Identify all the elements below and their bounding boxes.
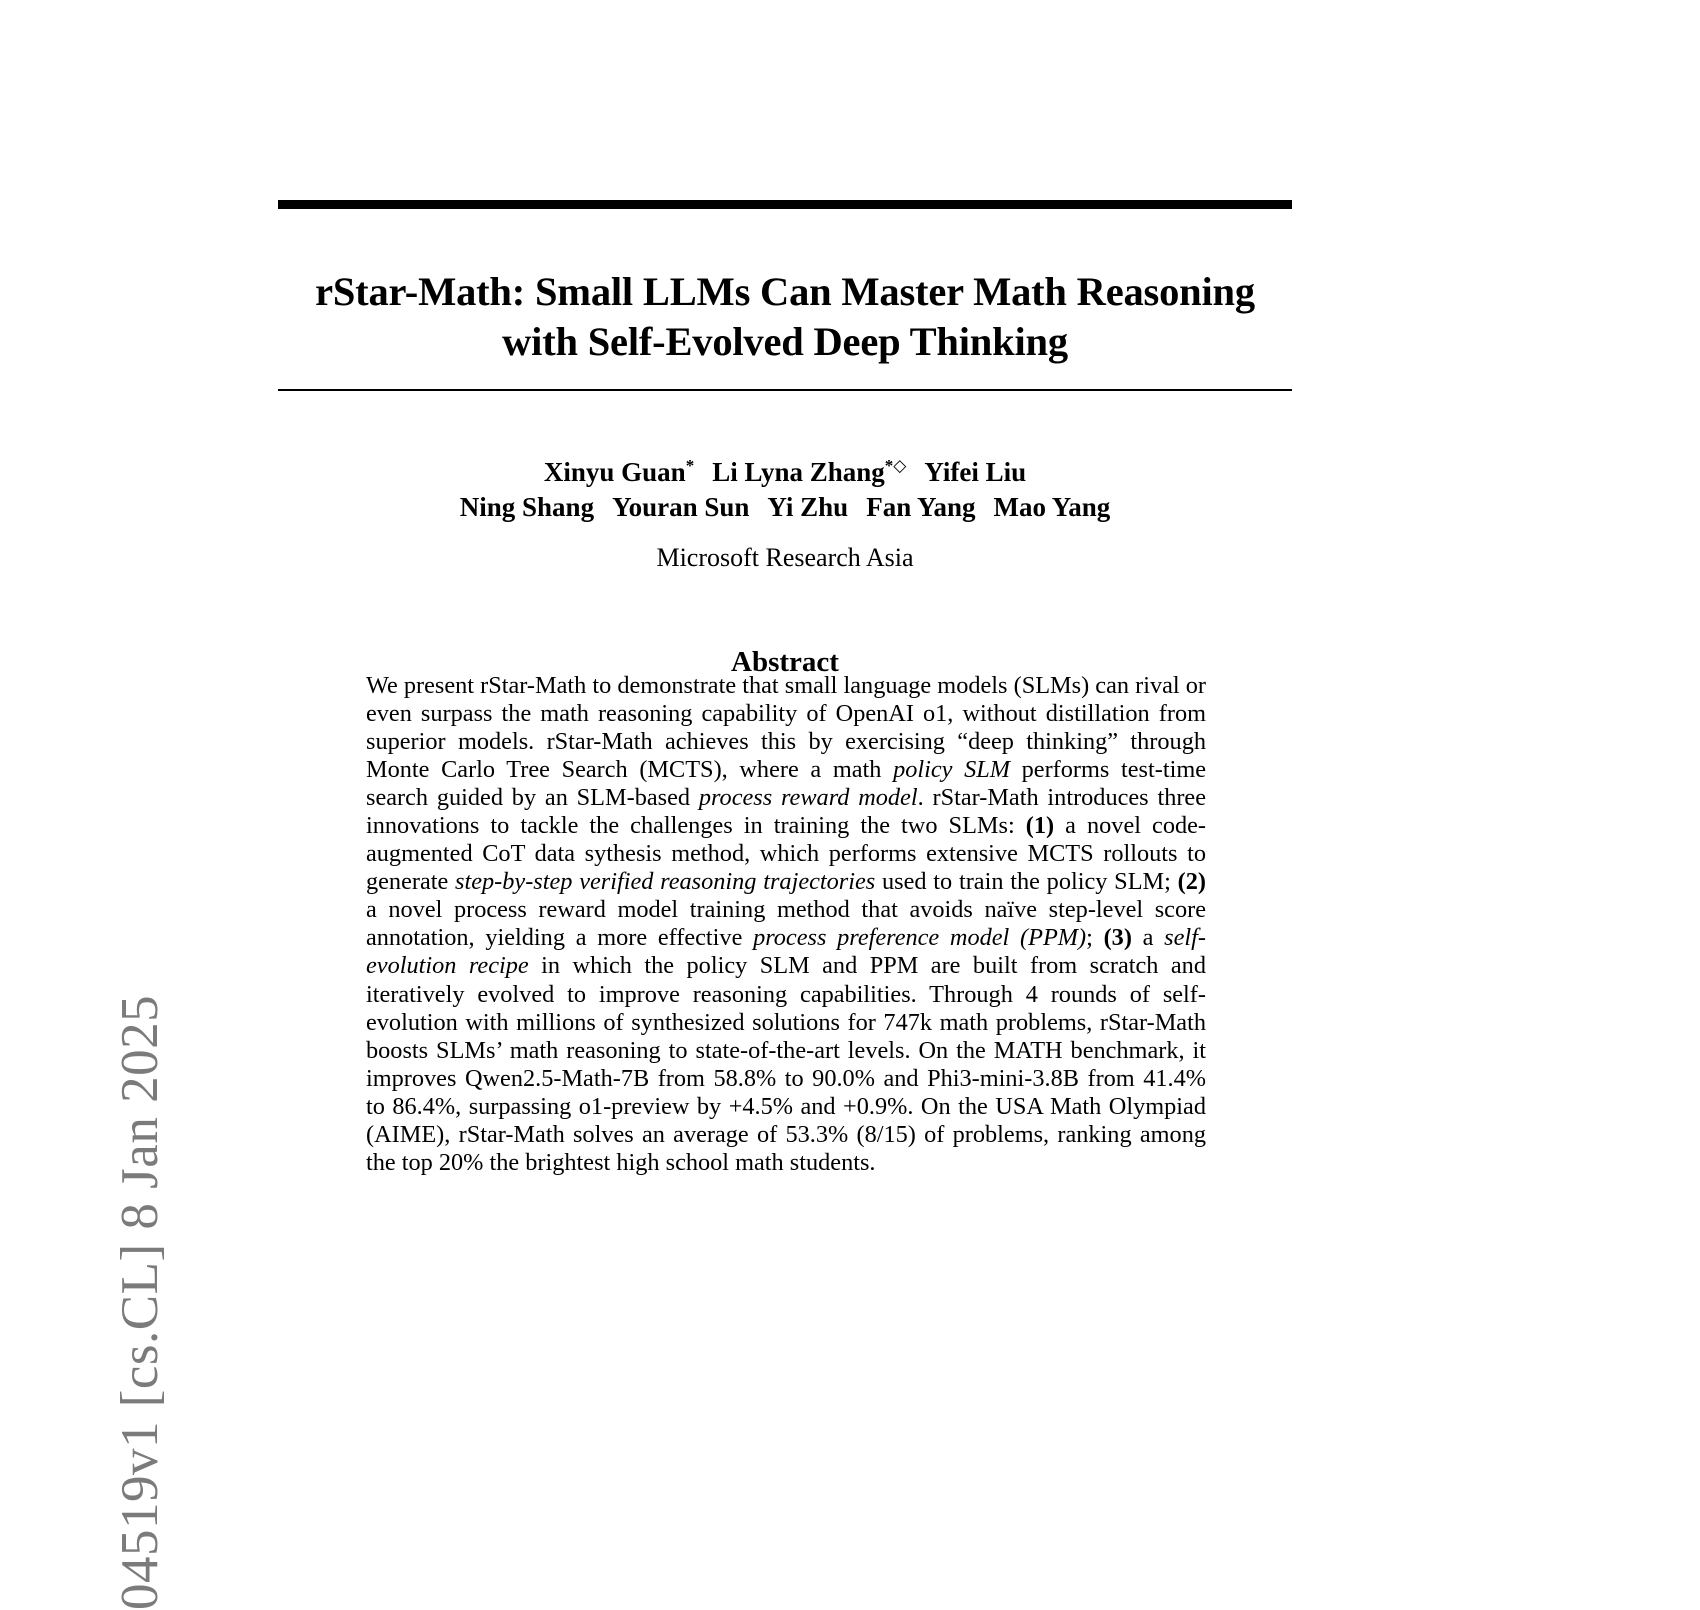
author-name: Youran Sun [612, 492, 750, 522]
author-name: Fan Yang [866, 492, 976, 522]
title-rule-bottom [278, 389, 1292, 391]
abstract-text: used to train the policy SLM; [875, 868, 1178, 896]
abstract-enumeration-marker: (1) [1025, 812, 1055, 840]
abstract-text: . rStar-Math introduces three innovations to tackle the challenges in training the two SLMs: [366, 784, 1207, 840]
page-title [278, 267, 1292, 367]
abstract-text: ; [1086, 924, 1104, 952]
author-name: Xinyu Guan* [543, 456, 695, 487]
author-name: Yifei Liu [924, 457, 1027, 487]
abstract-text: in which the policy SLM and PPM are built from scratch and iteratively evolved to improve reasoning capabilities. Through 4 rounds of self-evolution with millions of synthesized solutions for 747k math problems, rStar-Math boosts SLMs’ math reasoning to state-of-the-art levels. On the MATH benchmark, it improves Qwen2.5-Math-7B from 58.8% to 90.0% and Phi3-mini-3.8B from 41.4% to 86.4%, surpassing o1-preview by +4.5% and +0.9%. On the USA Math Olympiad (AIME), rStar-Math solves an average of 53.3% (8/15) of problems, ranking among the top 20% the brightest high school math students. [366, 952, 1206, 1176]
author-affiliation-marker: *◇ [884, 456, 907, 475]
abstract-text: a novel process reward model training method that avoids naïve step-level score annotation, yielding a more effective [366, 896, 1206, 952]
title-rule-top [278, 200, 1292, 209]
abstract-emphasis: policy SLM [893, 756, 1010, 784]
author-row-2 [278, 490, 1292, 525]
paper-page [278, 0, 1292, 1275]
author-name: Li Lyna Zhang*◇ [712, 456, 907, 487]
arxiv-stamp [0, 0, 169, 1610]
author-name: Ning Shang [459, 492, 595, 522]
author-row-1 [278, 455, 1292, 490]
abstract-text: performs test-time search guided by an SLM-based [366, 756, 1207, 812]
author-list [278, 455, 1292, 525]
abstract-text: We present rStar-Math to demonstrate that small language models (SLMs) can rival or even surpass the math reasoning capability of OpenAI o1, without distillation from superior models. rStar-Math achieves this by exercising “deep thinking” through Monte Carlo Tree Search (MCTS), where a math [366, 672, 1206, 784]
author-name: Mao Yang [993, 492, 1111, 522]
abstract-emphasis: process preference model (PPM) [753, 924, 1087, 952]
abstract-heading: Abstract [731, 646, 839, 679]
abstract-enumeration-marker: (2) [1177, 868, 1206, 896]
abstract-emphasis: self-evolution recipe [366, 924, 1206, 980]
author-name: Yi Zhu [767, 492, 849, 522]
abstract-emphasis: step-by-step verified reasoning trajectories [455, 868, 876, 896]
abstract-enumeration-marker: (3) [1103, 924, 1132, 952]
abstract-emphasis: process reward model [698, 784, 918, 812]
author-affiliation-marker: * [685, 456, 695, 475]
affiliation: Microsoft Research Asia [656, 543, 914, 572]
title-line-2: with Self-Evolved Deep Thinking [502, 319, 1068, 365]
abstract-body [366, 672, 1206, 1177]
arxiv-stamp-text: 04519v1 [cs.CL] 8 Jan 2025 [111, 994, 169, 1610]
title-line-1: rStar-Math: Small LLMs Can Master Math Reasoning [315, 269, 1255, 315]
abstract-text: a novel code-augmented CoT data sythesis method, which performs extensive MCTS rollouts to generate [366, 812, 1206, 896]
abstract-text: a [1131, 924, 1165, 952]
